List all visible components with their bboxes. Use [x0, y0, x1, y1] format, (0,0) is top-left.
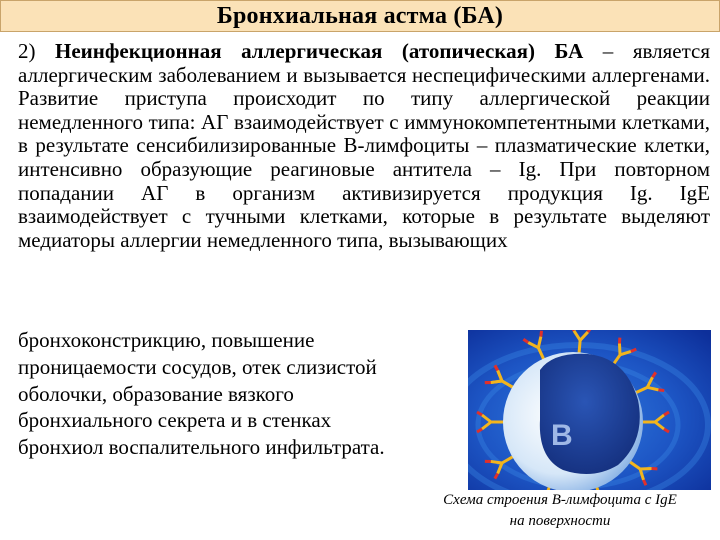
antibody-arm	[491, 381, 502, 383]
paragraph-text-narrow: бронхоконстрикцию, повышение проницаемости сосудов, отек слизистой оболочки, образование вязкого бронхиального секрета и в стенках бронхиол воспалительного инфильтрата.	[18, 328, 385, 460]
antibody-arm	[619, 343, 620, 354]
antibody-arm	[491, 461, 502, 463]
antibody-tip	[658, 390, 664, 391]
caption-line-2: на поверхности	[509, 513, 611, 529]
slide-title-bar	[0, 0, 720, 32]
slide-title: Бронхиальная астма (БА)	[216, 2, 504, 29]
paragraph-continuation	[18, 327, 398, 461]
paragraph-main	[18, 40, 710, 252]
paragraph-number: 2)	[18, 39, 36, 63]
antibody-arm	[640, 468, 651, 469]
caption-line-1: Схема строения В-лимфоцита с IgE	[443, 492, 677, 508]
paragraph-text-wide: – является аллергическим заболеванием и вызывается неспецифическими аллергенами. Развитие приступа происходит по типу аллергической реакции немедленного типа: АГ взаимодействует с иммунокомпетентными клетками, в результате сенсибилизированные В-лимфоциты – плазматические клетки, интенсивно образующие реагиновые антитела – Ig. При повторном попадании АГ в организм активизируется продукция Ig. IgE взаимодействует с тучными клетками, которые в результате выделяют медиаторы аллергии немедленного типа, вызывающих	[18, 39, 711, 252]
antibody-tip	[541, 331, 542, 337]
paragraph-heading: Неинфекционная аллергическая (атопическая) БА	[55, 39, 584, 63]
cell-label-b: B	[551, 419, 573, 452]
b-lymphocyte-illustration	[468, 330, 711, 490]
b-lymphocyte-figure	[468, 330, 711, 490]
figure-caption	[400, 490, 720, 532]
